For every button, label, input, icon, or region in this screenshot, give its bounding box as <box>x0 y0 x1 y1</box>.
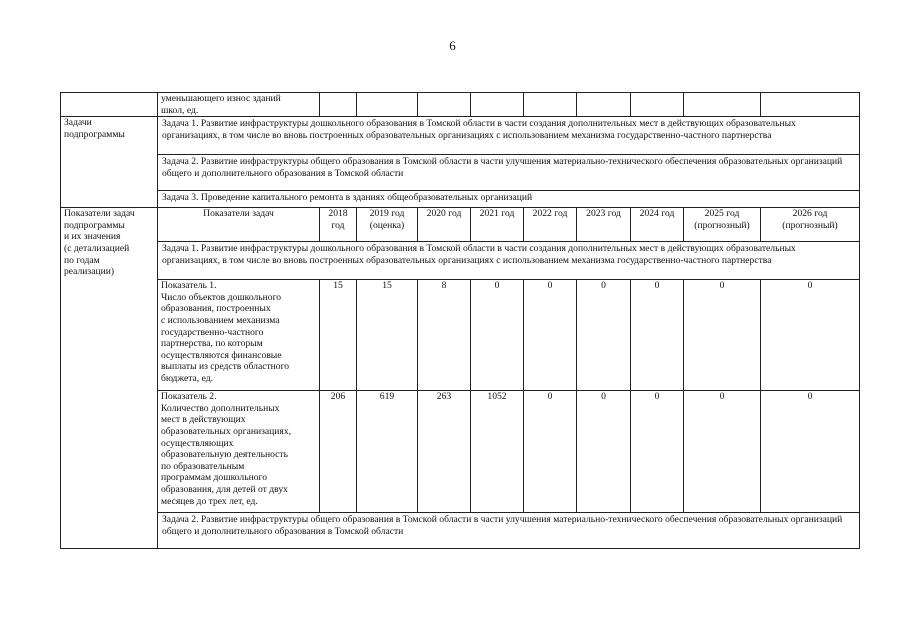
indicator-2-value-2020: 263 <box>418 391 471 513</box>
indicator-line: образования, для детей от двух <box>161 483 288 495</box>
year-header-2024: 2024 год <box>631 208 684 242</box>
indicator-column-header: Показатели задач <box>158 208 320 242</box>
year-header-2026 <box>761 208 860 242</box>
tasks-label-line: Задачи <box>64 117 92 129</box>
empty-value-cell <box>320 93 357 117</box>
indicator-line: образовательную деятельность <box>161 449 288 461</box>
indicators-label-line: (с детализацией <box>64 242 130 254</box>
indicator-line: Показатель 1. <box>161 280 217 292</box>
year-header-line: 2018 <box>328 208 348 220</box>
indicator-line: Количество дополнительных <box>161 402 280 414</box>
year-header-2021: 2021 год <box>471 208 524 242</box>
year-header-2019 <box>357 208 418 242</box>
indicator-line: выплаты из средств областного <box>161 361 290 373</box>
indicator-line: образования, построенных <box>161 303 271 315</box>
indicator-line: партнерства, по которым <box>161 338 263 350</box>
indicator-line: Показатель 2. <box>161 391 217 403</box>
empty-value-cell <box>761 93 860 117</box>
indicator-line: с использованием механизма <box>161 314 280 326</box>
task-row <box>61 155 860 191</box>
year-header-line: 2025 год <box>704 208 740 220</box>
year-header-2020: 2020 год <box>418 208 471 242</box>
continuation-text-cell <box>158 93 320 117</box>
indicator-line: программам дошкольного <box>161 472 268 484</box>
indicator-task-2-text: Задача 2. Развитие инфраструктуры общего образования в Томской области в части улучшения материально-технического обеспечения образовательных организаций общего и дополнительного образования в Томской области <box>158 513 860 549</box>
tasks-label-line: подпрограммы <box>64 128 125 140</box>
tasks-label-cell <box>61 117 158 208</box>
indicator-1-value-2023: 0 <box>577 280 631 391</box>
indicator-1-value-2024: 0 <box>631 280 684 391</box>
indicator-2-value-2024: 0 <box>631 391 684 513</box>
indicator-row <box>61 391 860 513</box>
task-row <box>61 117 860 155</box>
indicators-label-line: Показатели задач <box>64 208 135 220</box>
page-number: 6 <box>449 38 456 53</box>
indicator-1-value-2020: 8 <box>418 280 471 391</box>
empty-value-cell <box>418 93 471 117</box>
indicator-line: государственно-частного <box>161 326 264 338</box>
task-2-text: Задача 2. Развитие инфраструктуры общего образования в Томской области в части улучшения материально-технического обеспечения образовательных организаций общего и дополнительного образования в Томской области <box>158 155 860 191</box>
indicator-line: образовательных организациях, <box>161 425 292 437</box>
indicator-1-value-2021: 0 <box>471 280 524 391</box>
year-header-line: 2019 год <box>369 208 405 220</box>
indicator-2-value-2021: 1052 <box>471 391 524 513</box>
continuation-row <box>61 93 860 117</box>
year-header-2023: 2023 год <box>577 208 631 242</box>
year-header-2022: 2022 год <box>524 208 577 242</box>
indicator-line: осуществляющих <box>161 437 234 449</box>
continuation-line: школ, ед. <box>161 104 199 116</box>
indicator-line: осуществляются финансовые <box>161 349 282 361</box>
year-header-2025 <box>684 208 761 242</box>
indicator-1-value-2022: 0 <box>524 280 577 391</box>
program-table <box>60 92 860 549</box>
indicators-label-line: по годам <box>64 254 100 266</box>
indicator-1-value-2019: 15 <box>357 280 418 391</box>
empty-value-cell <box>524 93 577 117</box>
indicators-label-line: и их значения <box>64 231 121 243</box>
year-header-line: 2026 год <box>792 208 828 220</box>
indicators-label-line: подпрограммы <box>64 219 125 231</box>
indicator-row <box>61 280 860 391</box>
indicator-1-value-2026: 0 <box>761 280 860 391</box>
indicator-2-value-2022: 0 <box>524 391 577 513</box>
indicator-task-1-text: Задача 1. Развитие инфраструктуры дошкольного образования в Томской области в части создания дополнительных мест в действующих образовательных организациях, в том числе во вновь построенных образовательных организациях с использованием механизма государственно-частного партнерства <box>158 242 860 280</box>
task-3-text: Задача 3. Проведение капитального ремонта в зданиях общеобразовательных организаций <box>158 191 860 208</box>
indicator-2-value-2026: 0 <box>761 391 860 513</box>
indicator-line: месяцев до трех лет, ед. <box>161 495 258 507</box>
empty-label-cell <box>61 93 158 117</box>
empty-value-cell <box>631 93 684 117</box>
indicator-1-value-2025: 0 <box>684 280 761 391</box>
indicator-line: по образовательным <box>161 460 245 472</box>
indicator-2-value-2018: 206 <box>320 391 357 513</box>
continuation-line: уменьшающего износ зданий <box>161 93 281 104</box>
indicators-header-row <box>61 208 860 242</box>
year-header-line: (оценка) <box>369 219 405 231</box>
indicator-1-value-2018: 15 <box>320 280 357 391</box>
indicator-task-row <box>61 242 860 280</box>
indicator-2-value-2023: 0 <box>577 391 631 513</box>
indicators-label-line: реализации) <box>64 266 115 278</box>
empty-value-cell <box>471 93 524 117</box>
indicator-1-description <box>158 280 320 391</box>
year-header-line: год <box>331 219 345 231</box>
empty-value-cell <box>357 93 418 117</box>
task-row <box>61 191 860 208</box>
indicator-line: Число объектов дошкольного <box>161 291 282 303</box>
year-header-2018 <box>320 208 357 242</box>
task-1-text: Задача 1. Развитие инфраструктуры дошкольного образования в Томской области в части создания дополнительных мест в действующих образовательных организациях, в том числе во вновь построенных образовательных организациях с использованием механизма государственно-частного партнерства <box>158 117 860 155</box>
indicator-task-row <box>61 513 860 549</box>
indicator-line: бюджета, ед. <box>161 372 213 384</box>
empty-value-cell <box>577 93 631 117</box>
indicator-line: мест в действующих <box>161 414 246 426</box>
indicators-label-cell <box>61 208 158 549</box>
indicator-2-value-2025: 0 <box>684 391 761 513</box>
year-header-line: (прогнозный) <box>694 219 750 231</box>
empty-value-cell <box>684 93 761 117</box>
year-header-line: (прогнозный) <box>782 219 838 231</box>
indicator-2-value-2019: 619 <box>357 391 418 513</box>
indicator-2-description <box>158 391 320 513</box>
